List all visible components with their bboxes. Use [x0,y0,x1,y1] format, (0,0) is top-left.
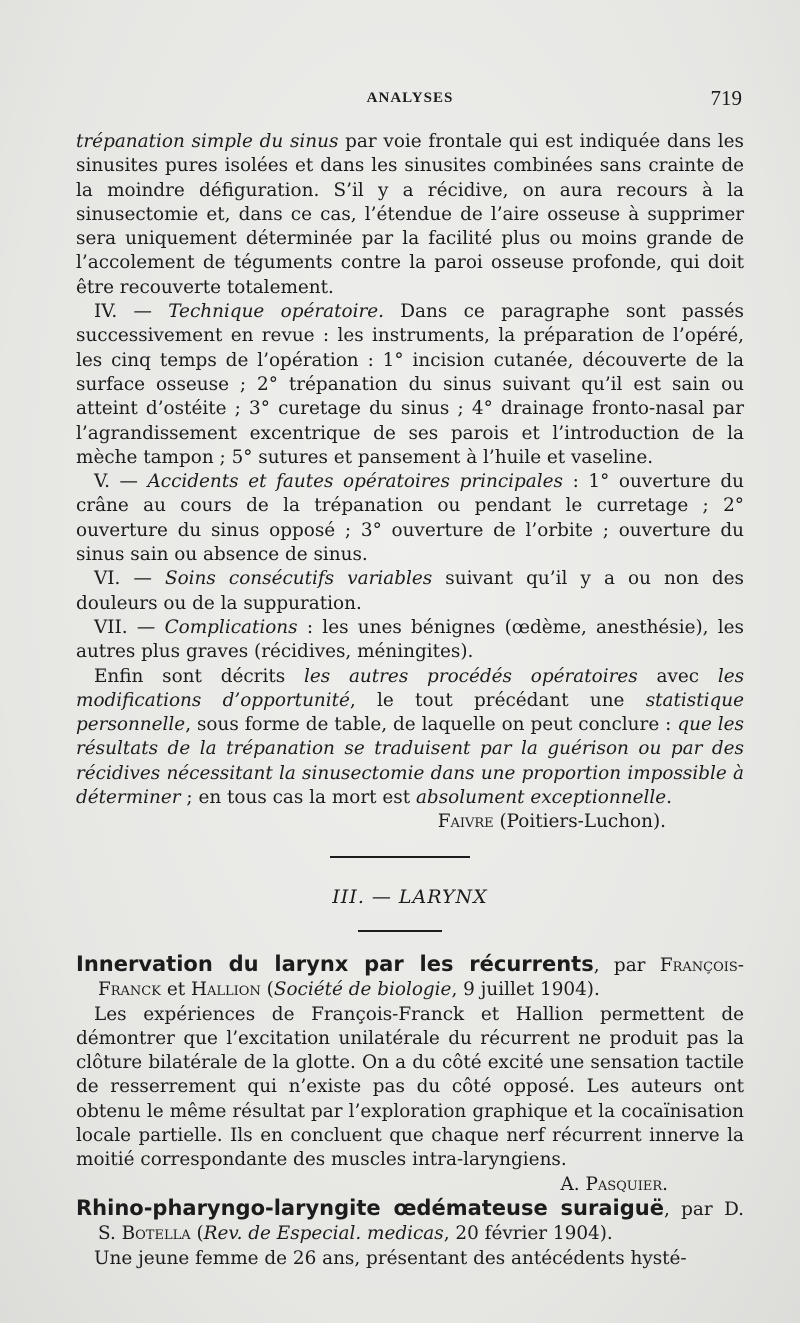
emphasis: Accidents et fautes opératoires principales [147,471,563,493]
emphasis: Complications [164,616,298,638]
section-title: III. — LARYNX [332,886,488,908]
article-body: Les expériences de François-Franck et Hallion permettent de démontrer que l’excitation unilatérale du récurrent ne produit pas la clôture bilatérale de la glotte. On a du côté excité une sensation tactile de resserrement qui n’existe pas du côté opposé. Les auteurs ont obtenu le même résultat par l’exploration graphique et la cocaïnisation locale partielle. Ils en concluent que chaque nerf récurrent innerve la moitié correspondante des muscles intra-laryngiens. [76,1003,744,1171]
paragraph-accidents [76,470,744,567]
paragraph-trepanation [76,130,744,300]
text-run: ; en tous cas la mort est [180,787,416,809]
paragraph-enfin [76,665,744,811]
paragraph-soins [76,567,744,616]
text-run: , sous forme de table, de laquelle on peut conclure : [185,714,678,736]
source-title: Rev. de Especial. medicas [203,1223,444,1245]
paragraph-complications [76,616,744,665]
article-innervation [76,952,744,1197]
signature-place: (Poitiers-Luchon). [493,811,666,833]
emphasis: statistique personnelle [76,689,744,736]
signature-name: A. Pasquier. [560,1173,668,1195]
section-number: V. — [94,471,148,493]
continuation-text [76,130,744,835]
signature-faivre [76,810,744,834]
emphasis: trépanation simple du sinus [76,131,339,152]
text-run: : les unes bénignes (œdème, anesthésie), les autres plus graves (récidives, méningites). [76,616,744,663]
emphasis: que les résultats de la trépanation se traduisent par la guérison ou par des récidives nécessitant la sinusectomie dans une proportion impossible à déterminer [76,714,744,809]
article-rhino [76,1196,744,1271]
text-run: , par [593,955,660,976]
divider-bottom [358,930,442,932]
text-run: . [666,787,672,809]
text-run: , par [663,1199,725,1220]
running-head [78,88,742,114]
emphasis: les autres procédés opératoires [303,665,638,687]
signature-name: Faivre [437,811,494,833]
text-run: par voie frontale qui est indiquée dans les sinusites pures isolées et dans les sinusites combinées sans crainte de la moindre défiguration. S’il y a récidive, on aura recours à la sinusectomie et, dans ce cas, l’étendue de l’aire osseuse à supprimer sera uniquement déterminée par la facilité plus ou moins grande de l’accolement de téguments contre la paroi osseuse profonde, qui doit être recouverte totalement. [76,131,744,298]
text-run: avec [637,665,718,687]
emphasis: les modifications d’opportunité [76,665,745,711]
text-run: Dans ce paragraphe sont passés successivement en revue : les instruments, la préparation de l’opéré, les cinq temps de l’opération : 1° incision cutanée, découverte de la surface osseuse ; 2° trépanation du sinus suivant qu’il est sain ou atteint d’ostéite ; 3° curetage du sinus ; 4° drainage fronto-nasal par l’agrandissement excentrique de ses parois et l’introduction de la mèche tampon ; 5° sutures et pansement à l’huile et vaseline. [76,301,744,468]
article-heading: Rhino-pharyngo-laryngite œdémateuse suraiguë, par D. S. Botella (Rev. de Especial. medicas, 20 février 1904). [76,1196,744,1245]
author-name: Hallion [190,979,261,1001]
article-title: Innervation du larynx par les récurrents [76,952,594,976]
author-name: François-Franck [98,955,744,1001]
text-run: et [160,979,191,1001]
running-title: ANALYSES [366,90,454,106]
text-run: : 1° ouverture du crâne au cours de la trépanation ou pendant le curretage ; 2° ouverture du sinus opposé ; 3° ouverture de l’orbite ; ouverture du sinus sain ou absence de sinus. [76,471,744,566]
article-title: Rhino-pharyngo-laryngite œdémateuse suraiguë [76,1196,664,1220]
emphasis: Technique opératoire. [168,301,384,323]
author-name: D. S. Botella [98,1199,744,1245]
signature-pasquier [76,1173,744,1197]
text-run: suivant qu’il y a ou non des douleurs ou de la suppuration. [76,568,744,614]
article-body: Une jeune femme de 26 ans, présentant des antécédents hysté- [94,1247,687,1269]
emphasis: Soins consécutifs variables [164,568,433,590]
source-date: , 20 février 1904). [443,1223,613,1245]
article-heading: Innervation du larynx par les récurrents, par François-Franck et Hallion (Société de biologie, 9 juillet 1904). [76,952,744,1001]
text-run: Enfin sont décrits [94,665,304,687]
paragraph-technique [76,300,744,470]
page-number: 719 [710,86,742,110]
section-number: VI. — [94,568,165,590]
source-date: , 9 juillet 1904). [451,979,600,1001]
section-number: IV. — [94,301,169,323]
text-run: , le tout précédant une [349,689,646,711]
source-title: Société de biologie [273,979,452,1001]
emphasis: absolument exceptionnelle [415,787,667,809]
section-number: VII. — [94,616,165,638]
divider-top [330,856,470,858]
